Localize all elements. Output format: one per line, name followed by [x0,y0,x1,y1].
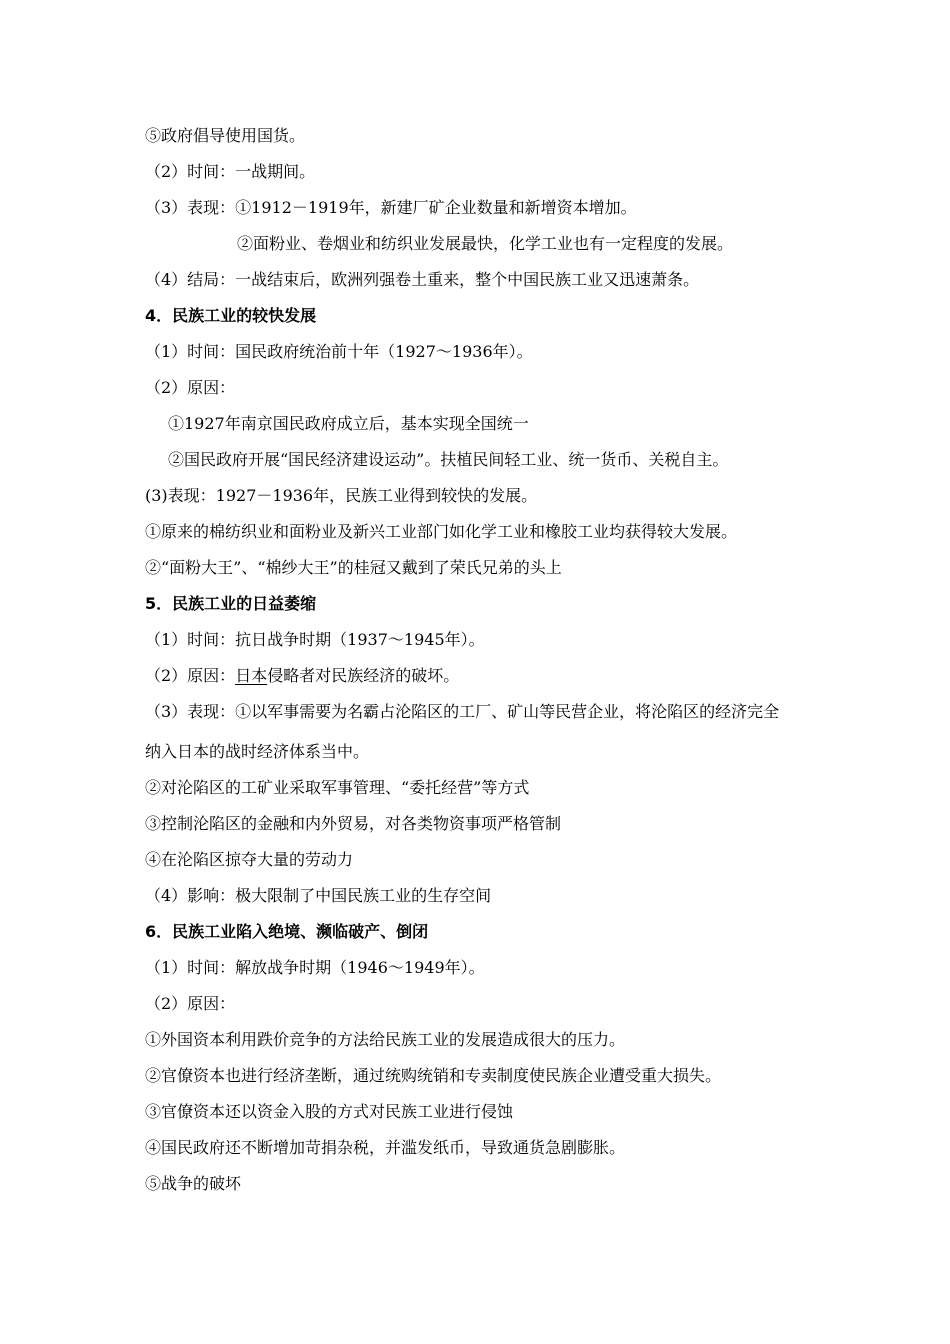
text-line: （4）影响：极大限制了中国民族工业的生存空间 [145,886,492,905]
text-line: ②面粉业、卷烟业和纺织业发展最快，化学工业也有一定程度的发展。 [237,234,734,253]
text-line: ①1927年南京国民政府成立后，基本实现全国统一 [168,414,529,433]
text-line: ③官僚资本还以资金入股的方式对民族工业进行侵蚀 [145,1102,514,1121]
text-line: ②国民政府开展“国民经济建设运动”。扶植民间轻工业、统一货币、关税自主。 [168,450,729,469]
text-line: ②官僚资本也进行经济垄断，通过统购统销和专卖制度使民族企业遭受重大损失。 [145,1066,722,1085]
text-line: (3)表现：1927－1936年，民族工业得到较快的发展。 [145,486,538,505]
section-heading: 5．民族工业的日益萎缩 [145,594,317,613]
text-line: ⑤战争的破坏 [145,1174,242,1193]
text-line: ③控制沦陷区的金融和内外贸易，对各类物资事项严格管制 [145,814,562,833]
text-line: （3）表现：①以军事需要为名霸占沦陷区的工厂、矿山等民营企业，将沦陷区的经济完全 [145,702,780,721]
text-line: ①原来的棉纺织业和面粉业及新兴工业部门如化学工业和橡胶工业均获得较大发展。 [145,522,738,541]
text-line: （1）时间：解放战争时期（1946～1949年）。 [145,958,485,977]
text-line: ④国民政府还不断增加苛捐杂税，并滥发纸币，导致通货急剧膨胀。 [145,1138,626,1157]
text-line: （4）结局：一战结束后，欧洲列强卷土重来，整个中国民族工业又迅速萧条。 [145,270,700,289]
text-line: ⑤政府倡导使用国货。 [145,126,306,145]
text-line: （2）原因： [145,994,236,1013]
text-line: ①外国资本利用跌价竞争的方法给民族工业的发展造成很大的压力。 [145,1030,626,1049]
text-line: （2）时间：一战期间。 [145,162,316,181]
section-heading: 4．民族工业的较快发展 [145,306,317,325]
text-line: ②“面粉大王”、“棉纱大王”的桂冠又戴到了荣氏兄弟的头上 [145,558,562,577]
text-line: 纳入日本的战时经济体系当中。 [145,742,370,761]
text-line: ④在沦陷区掠夺大量的劳动力 [145,850,354,869]
text-line: （1）时间：抗日战争时期（1937～1945年）。 [145,630,485,649]
underlined-term: 日本 [235,666,268,685]
text-line: ②对沦陷区的工矿业采取军事管理、“委托经营”等方式 [145,778,530,797]
text-segment: （2）原因： [145,666,236,685]
text-line: （3）表现：①1912－1919年，新建厂矿企业数量和新增资本增加。 [145,198,637,217]
text-line [145,665,459,687]
text-line: （2）原因： [145,378,236,397]
text-segment: 侵略者对民族经济的破坏。 [267,666,460,685]
section-heading: 6．民族工业陷入绝境、濒临破产、倒闭 [145,922,429,941]
text-line: （1）时间：国民政府统治前十年（1927～1936年）。 [145,342,533,361]
